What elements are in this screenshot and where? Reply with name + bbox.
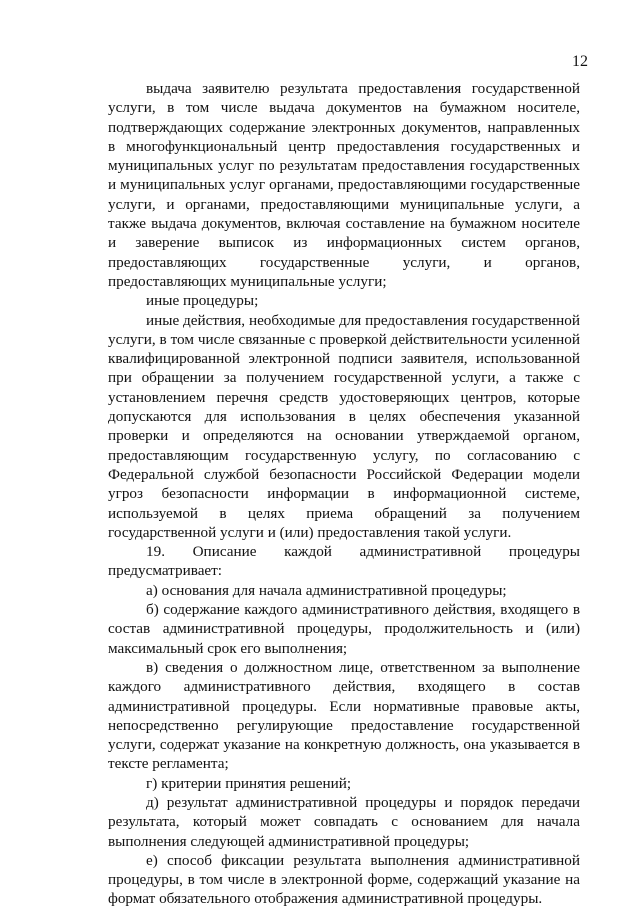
paragraph-subitem-g: г) критерии принятия решений; bbox=[146, 774, 352, 792]
page-number: 12 bbox=[572, 53, 588, 70]
paragraph-subitem-v: в) сведения о должностном лице, ответственном за выполнение каждого административного действия, входящего в состав административной процедуры. Если нормативные правовые акты, непосредственно регулирующие предоставление государственной услуги, содержат указание на конкретную должность, она указывается в тексте регламента; bbox=[108, 658, 580, 773]
paragraph-subitem-d: д) результат административной процедуры и порядок передачи результата, который может совпадать с основанием для начала выполнения следующей административной процедуры; bbox=[108, 793, 580, 850]
document-body bbox=[108, 79, 580, 909]
paragraph-other-procedures: иные процедуры; bbox=[146, 292, 259, 310]
paragraph-subitem-e: е) способ фиксации результата выполнения административной процедуры, в том числе в электронной форме, содержащий указание на формат обязательного отображения административной процедуры. bbox=[108, 851, 580, 908]
paragraph-item-19: 19. Описание каждой административной процедуры предусматривает: bbox=[108, 543, 580, 580]
paragraph-other-actions: иные действия, необходимые для предоставления государственной услуги, в том числе связанные с проверкой действительности усиленной квалифицированной электронной подписи заявителя, использованной при обращении за получением государственной услуги, а также с установлением перечня средств удостоверяющих центров, которые допускаются для использования в целях обеспечения указанной проверки и определяются на основании утверждаемой органом, предоставляющим государственную услугу, по согласованию с Федеральной службой безопасности Российской Федерации модели угроз безопасности информации в информационной системе, используемой в целях приема обращений за получением государственной услуги и (или) предоставления такой услуги. bbox=[108, 311, 580, 541]
paragraph-subitem-b: б) содержание каждого административного действия, входящего в состав административной процедуры, продолжительность и (или) максимальный срок его выполнения; bbox=[108, 601, 580, 657]
paragraph-issuance-of-result: выдача заявителю результата предоставления государственной услуги, в том числе выдача документов на бумажном носителе, подтверждающих содержание электронных документов, направленных в многофункциональный центр предоставления государственных и муниципальных услуг по результатам предоставления государственных и муниципальных услуг органами, предоставляющими государственные услуги, и органами, предоставляющими муниципальные услуги, а также выдача документов, включая составление на бумажном носителе и заверение выписок из информационных систем органов, предоставляющих государственные услуги, и органов, предоставляющих муниципальные услуги; bbox=[108, 80, 580, 290]
paragraph-subitem-a: а) основания для начала административной процедуры; bbox=[146, 581, 507, 599]
